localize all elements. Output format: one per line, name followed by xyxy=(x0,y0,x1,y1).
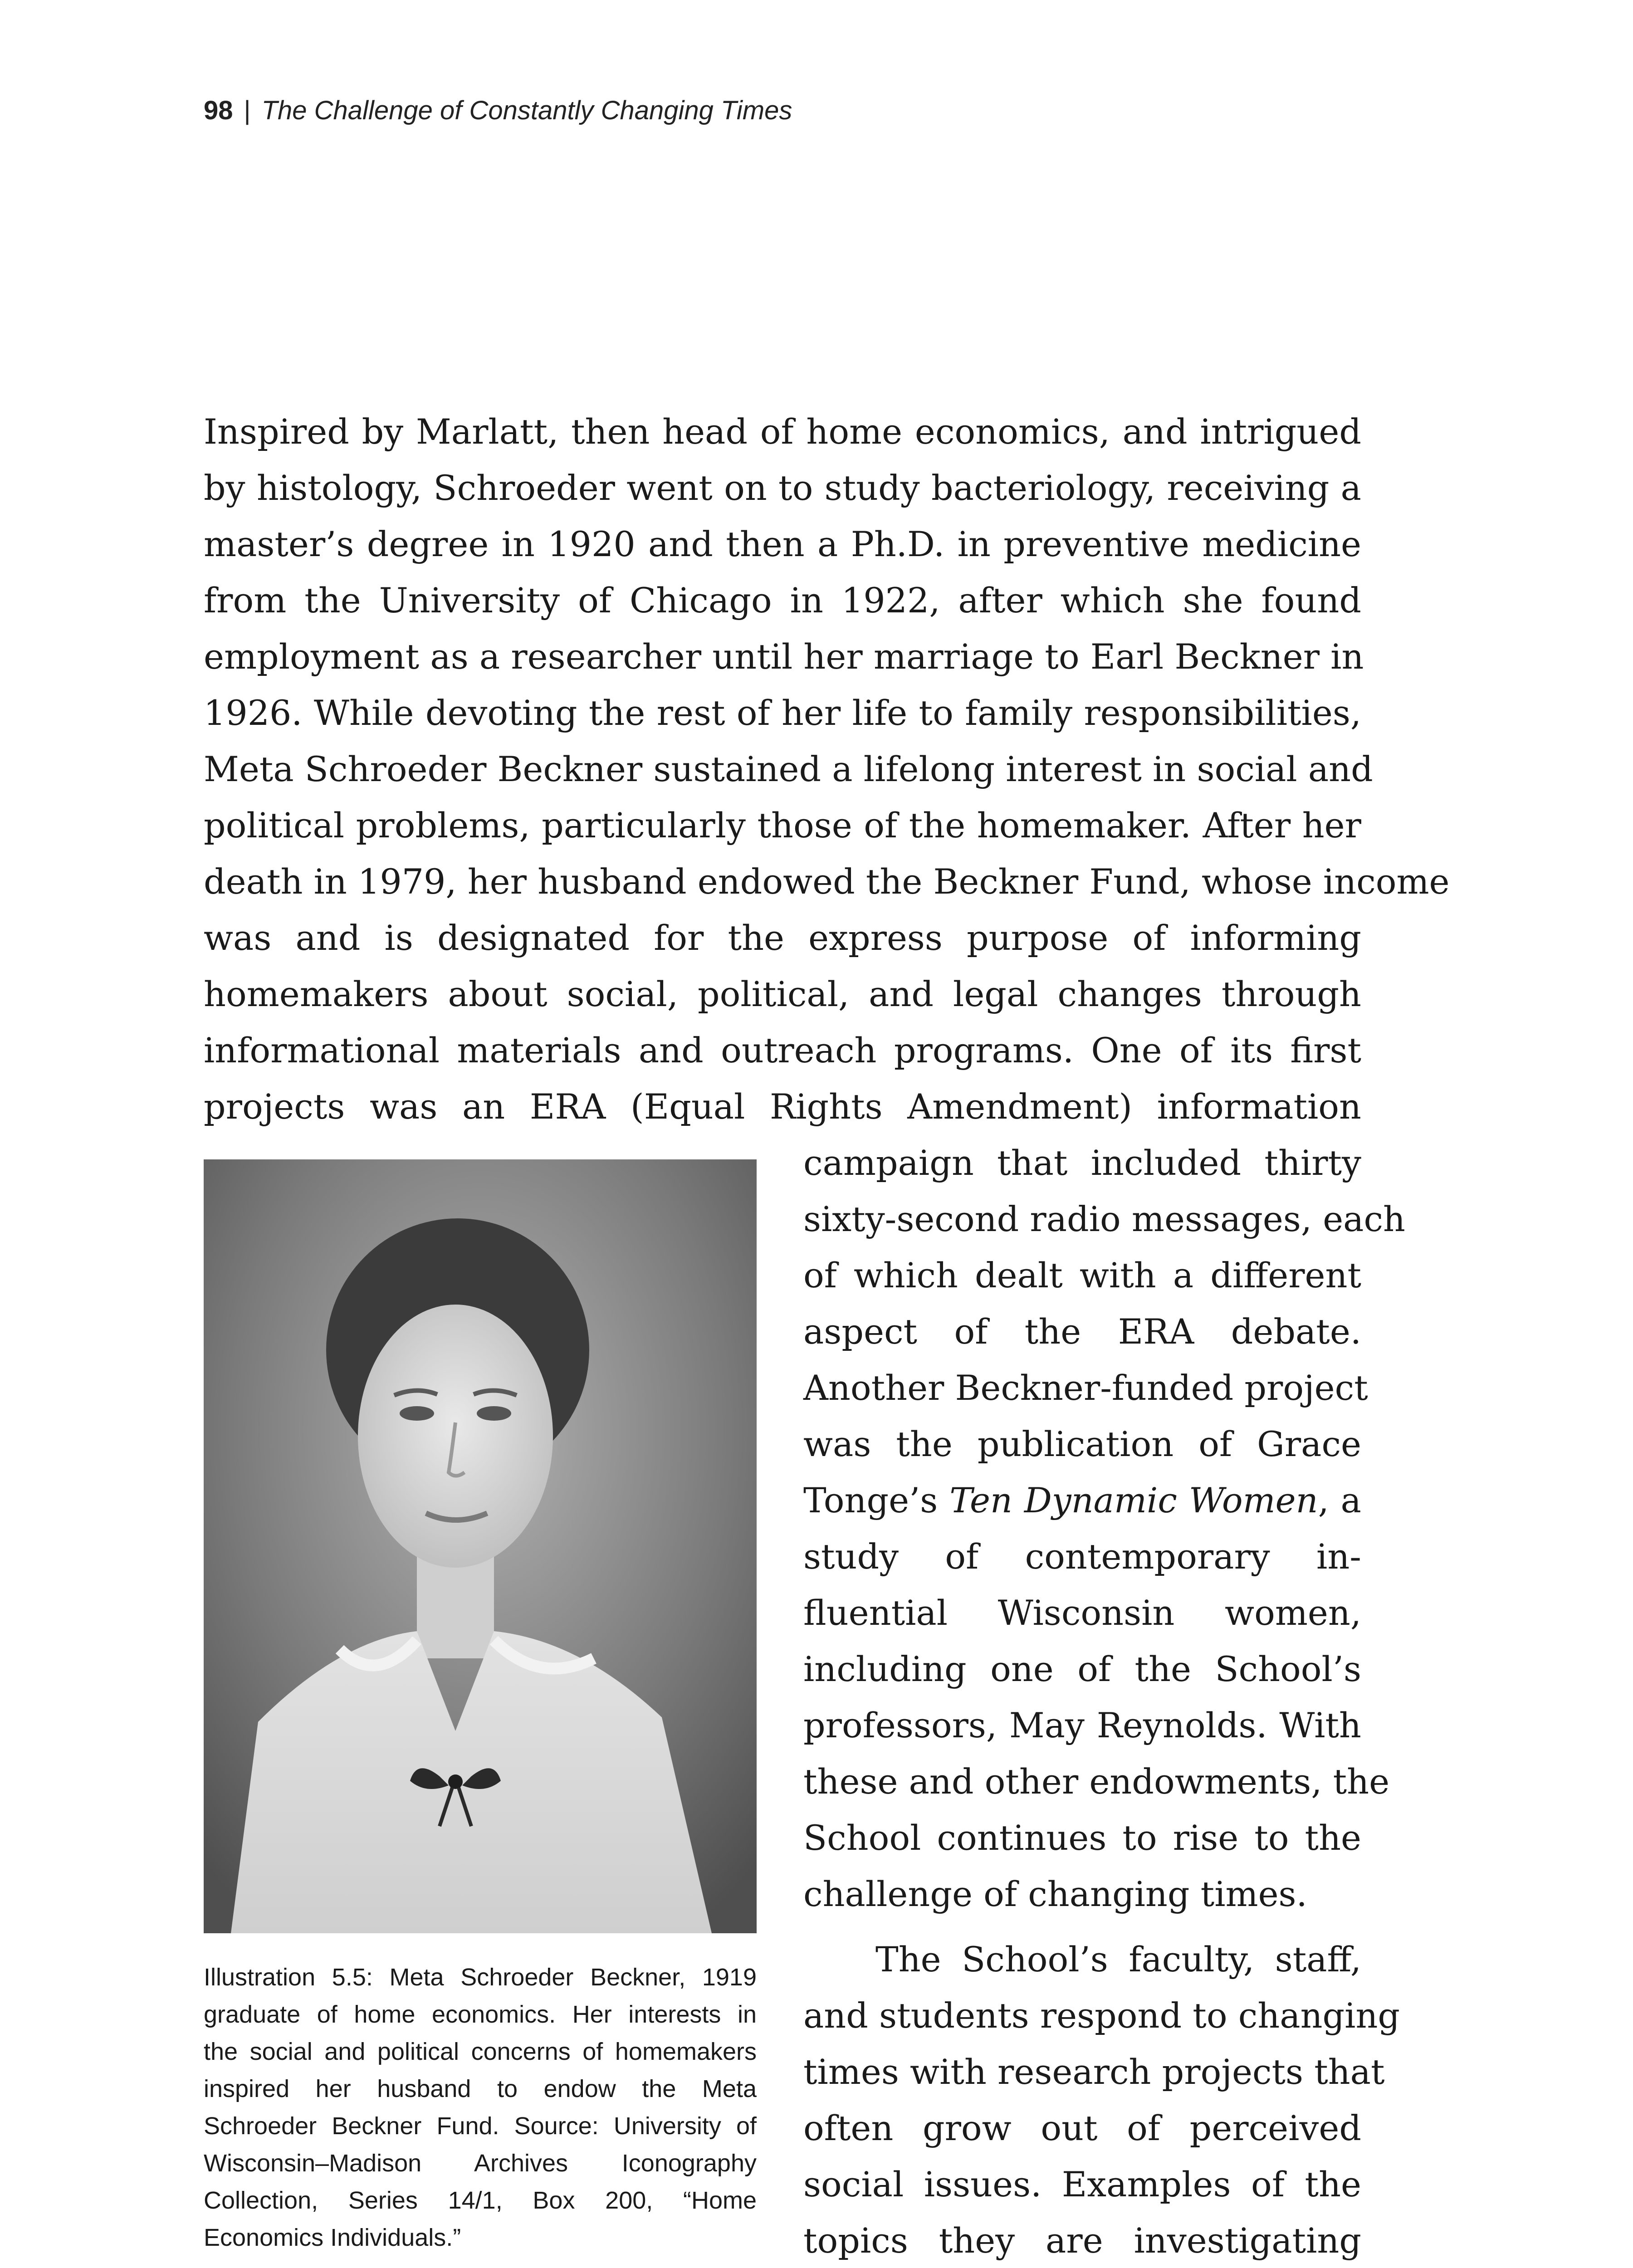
book-title: Ten Dynamic Women xyxy=(949,1480,1318,1520)
header-separator: | xyxy=(244,96,251,125)
body-line: from the University of Chicago in 1922, after which she found xyxy=(204,580,1361,621)
body-line: employment as a researcher until her marriage to Earl Beckner in xyxy=(204,636,1364,677)
body-line: was the publication of Grace xyxy=(803,1424,1361,1464)
body-line: 1926. While devoting the rest of her life to family responsibilities, xyxy=(204,693,1361,733)
caption-line: Schroeder Beckner Fund. Source: University of xyxy=(204,2112,757,2140)
body-line: including one of the School’s xyxy=(803,1649,1361,1689)
page-number: 98 xyxy=(204,96,233,125)
body-line: social issues. Examples of the xyxy=(803,2164,1361,2204)
portrait-illustration xyxy=(204,1159,757,1933)
body-line: professors, May Reynolds. With xyxy=(803,1705,1361,1745)
body-line: master’s degree in 1920 and then a Ph.D. in preventive medicine xyxy=(204,524,1361,564)
body-line: was and is designated for the express purpose of informing xyxy=(204,918,1361,958)
body-line: political problems, particularly those of the homemaker. After her xyxy=(204,805,1361,846)
running-head xyxy=(204,95,792,126)
caption-line: Collection, Series 14/1, Box 200, “Home xyxy=(204,2187,757,2214)
body-line: Meta Schroeder Beckner sustained a lifelong interest in social and xyxy=(204,749,1373,789)
body-line: and students respond to changing xyxy=(803,1995,1400,2036)
body-line: by histology, Schroeder went on to study bacteriology, receiving a xyxy=(204,468,1361,508)
caption-line: Wisconsin–Madison Archives Iconography xyxy=(204,2150,757,2177)
caption-line: Illustration 5.5: Meta Schroeder Beckner, 1919 xyxy=(204,1964,757,1991)
body-line: School continues to rise to the xyxy=(803,1818,1361,1858)
body-line: topics they are investigating xyxy=(803,2220,1361,2261)
body-line: projects was an ERA (Equal Rights Amendment) information xyxy=(204,1086,1361,1127)
body-line-book-title xyxy=(803,1478,1361,1523)
running-title: The Challenge of Constantly Changing Times xyxy=(261,96,792,125)
body-line: of which dealt with a different xyxy=(803,1255,1361,1295)
body-line: homemakers about social, political, and legal changes through xyxy=(204,974,1361,1014)
text-after-title: , a xyxy=(1318,1480,1361,1520)
body-line: informational materials and outreach programs. One of its first xyxy=(204,1030,1361,1070)
caption-line: Economics Individuals.” xyxy=(204,2224,461,2251)
body-line: aspect of the ERA debate. xyxy=(803,1311,1361,1352)
caption-line: graduate of home economics. Her interests in xyxy=(204,2001,757,2028)
body-line: Inspired by Marlatt, then head of home economics, and intrigued xyxy=(204,411,1361,452)
body-line: challenge of changing times. xyxy=(803,1874,1307,1914)
portrait-photo xyxy=(204,1159,757,1933)
body-line-paragraph-start: The School’s faculty, staff, xyxy=(875,1939,1361,1980)
caption-line: the social and political concerns of homemakers xyxy=(204,2038,757,2065)
body-line: Another Beckner-funded project xyxy=(803,1368,1368,1408)
body-line: study of contemporary in- xyxy=(803,1536,1361,1577)
body-line: fluential Wisconsin women, xyxy=(803,1593,1361,1633)
body-line: death in 1979, her husband endowed the Beckner Fund, whose income xyxy=(204,861,1450,902)
text-before-title: Tonge’s xyxy=(803,1480,950,1520)
body-line: often grow out of perceived xyxy=(803,2108,1361,2148)
body-line: times with research projects that xyxy=(803,2052,1385,2092)
body-line: campaign that included thirty xyxy=(803,1143,1361,1183)
body-line: sixty-second radio messages, each xyxy=(803,1199,1405,1239)
body-line: these and other endowments, the xyxy=(803,1761,1390,1802)
caption-line: inspired her husband to endow the Meta xyxy=(204,2075,757,2102)
